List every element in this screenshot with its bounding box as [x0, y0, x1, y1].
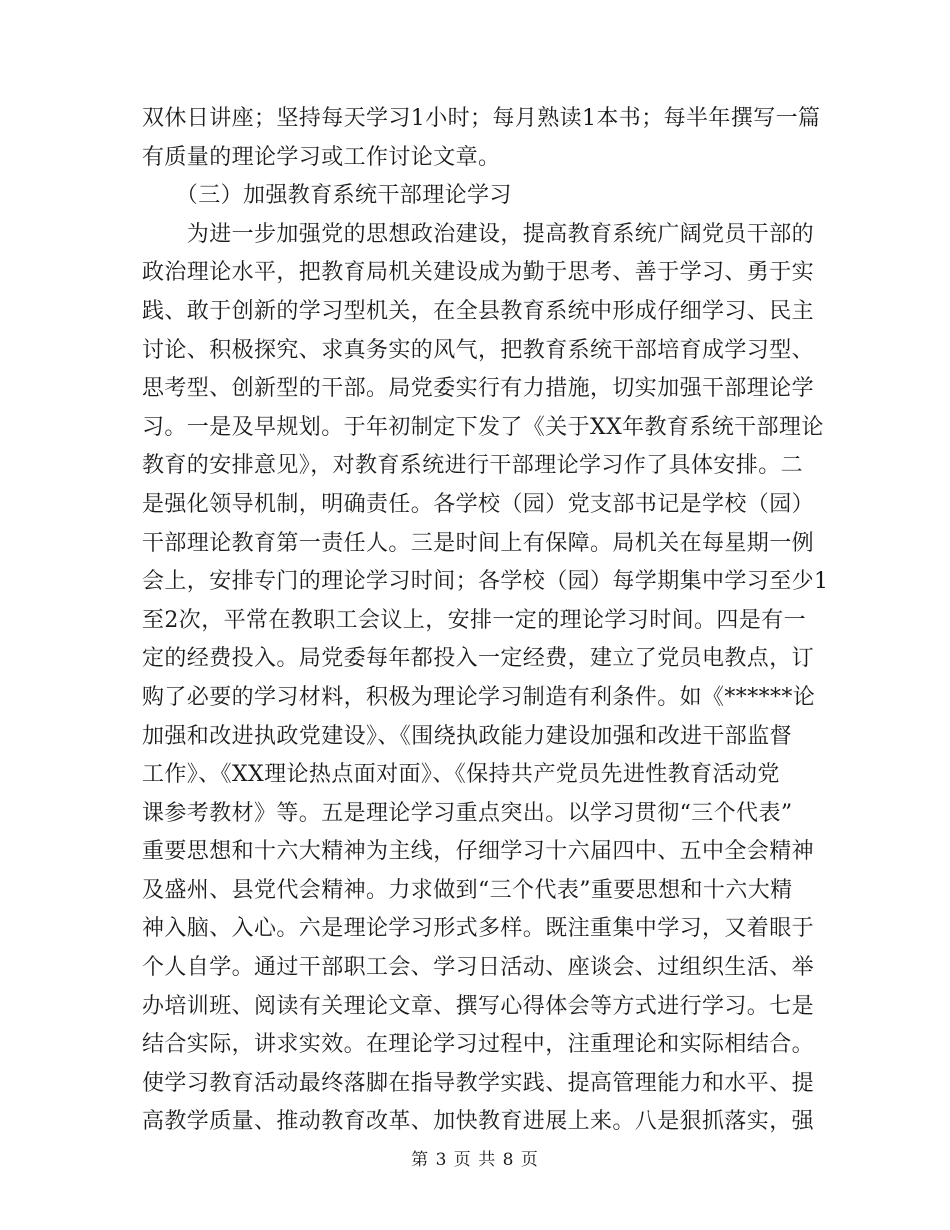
text-line: 政治理论水平，把教育局机关建设成为勤于思考、善于学习、勇于实 [142, 260, 815, 286]
text-line: 办培训班、阅读有关理论文章、撰写心得体会等方式进行学习。七是 [142, 993, 815, 1019]
text-line: 及盛州、县党代会精神。力求做到“三个代表”重要思想和十六大精 [142, 877, 793, 903]
text-line: 思考型、创新型的干部。局党委实行有力措施，切实加强干部理论学 [142, 376, 815, 402]
text-line: 干部理论教育第一责任人。三是时间上有保障。局机关在每星期一例 [142, 530, 815, 556]
text-line: 个人自学。通过干部职工会、学习日活动、座谈会、过组织生活、举 [142, 955, 815, 981]
text-line: 购了必要的学习材料，积极为理论学习制造有利条件。如《******论 [142, 684, 816, 710]
text-line: 会上，安排专门的理论学习时间；各学校（园）每学期集中学习至少1 [142, 569, 829, 595]
text-line: 高教学质量、推动教育改革、加快教育进展上来。八是狠抓落实，强 [142, 1109, 815, 1135]
text-line: 有质量的理论学习或工作讨论文章。 [142, 144, 501, 170]
text-line: 重要思想和十六大精神为主线，仔细学习十六届四中、五中全会精神 [142, 839, 815, 865]
text-line: 是强化领导机制，明确责任。各学校（园）党支部书记是学校（园） [142, 491, 815, 517]
text-line: 结合实际，讲求实效。在理论学习过程中，注重理论和实际相结合。 [142, 1032, 815, 1058]
text-line: 至2次，平常在教职工会议上，安排一定的理论学习时间。四是有一 [142, 607, 806, 633]
text-line: 习。一是及早规划。于年初制定下发了《关于XX年教育系统干部理论 [142, 414, 824, 440]
text-line: 使学习教育活动最终落脚在指导教学实践、提高管理能力和水平、提 [142, 1070, 815, 1096]
text-line: 教育的安排意见》，对教育系统进行干部理论学习作了具体安排。二 [142, 453, 804, 479]
text-line: 课参考教材》等。五是理论学习重点突出。以学习贯彻“三个代表” [142, 800, 793, 826]
text-line: 讨论、积极探究、求真务实的风气，把教育系统干部培育成学习型、 [142, 337, 815, 363]
text-line: 为进一步加强党的思想政治建设，提高教育系统广阔党员干部的 [142, 221, 815, 247]
text-line: 双休日讲座；坚持每天学习1小时；每月熟读1本书；每半年撰写一篇 [142, 106, 821, 131]
page-footer: 第 3 页 共 8 页 [411, 1150, 539, 1170]
text-line: 践、敢于创新的学习型机关，在全县教育系统中形成仔细学习、民主 [142, 298, 815, 324]
text-line: 神入脑、入心。六是理论学习形式多样。既注重集中学习，又着眼于 [142, 916, 815, 942]
text-line: 加强和改进执政党建设》、《围绕执政能力建设加强和改进干部监督 [142, 723, 793, 749]
section-heading: （三）加强教育系统干部理论学习 [142, 183, 512, 209]
text-line: 工作》、《XX理论热点面对面》、《保持共产党员先进性教育活动党 [142, 762, 780, 788]
text-line: 定的经费投入。局党委每年都投入一定经费，建立了党员电教点，订 [142, 646, 815, 672]
body-text [142, 100, 829, 1142]
